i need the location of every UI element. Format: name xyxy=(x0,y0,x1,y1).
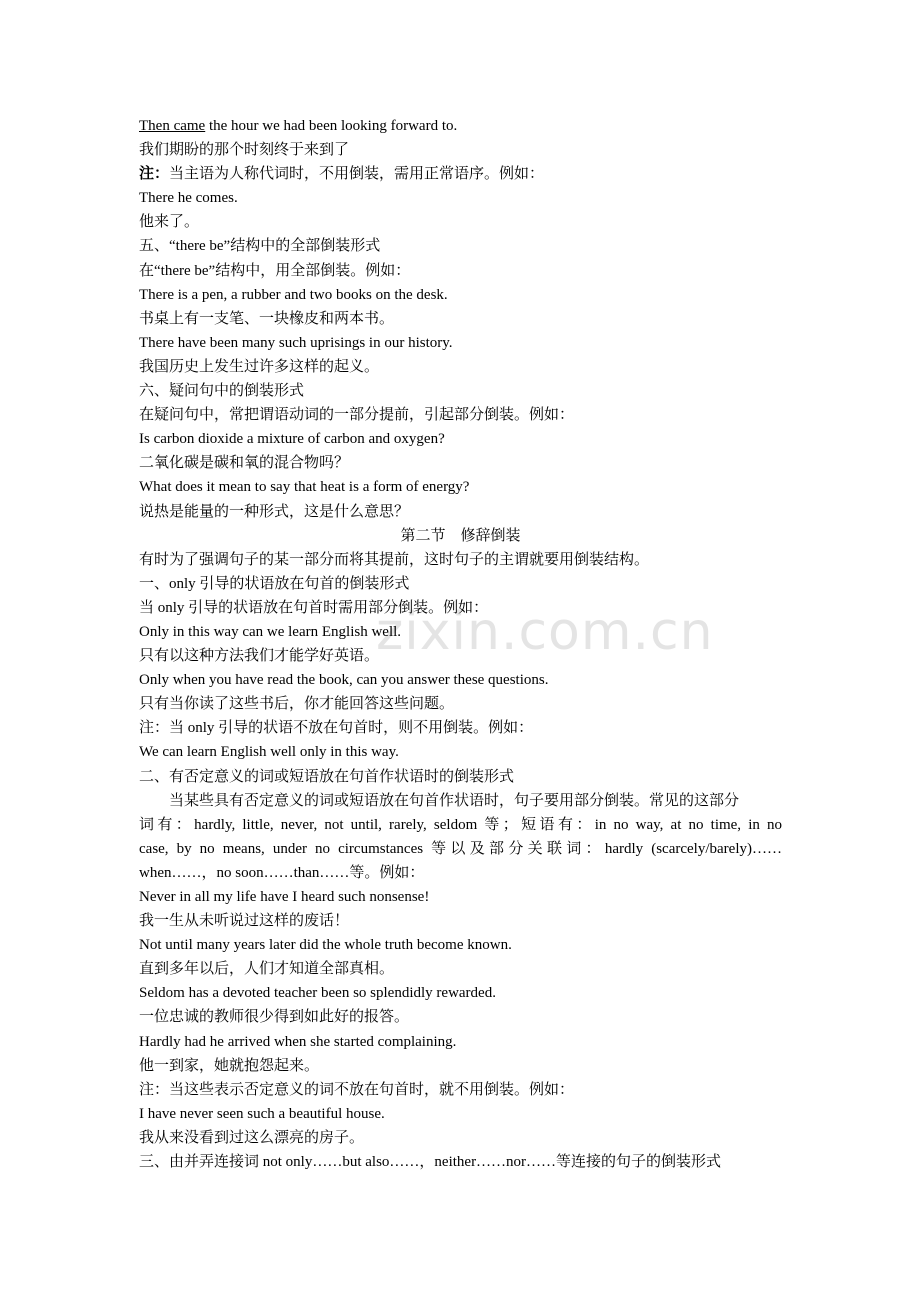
section-heading: 二、有否定意义的词或短语放在句首作状语时的倒装形式 xyxy=(139,768,515,785)
note xyxy=(139,162,782,186)
explanation: 有时为了强调句子的某一部分而将其提前，这时句子的主谓就要用倒装结构。 xyxy=(139,551,650,568)
note: 注：当这些表示否定意义的词不放在句首时，就不用倒装。例如： xyxy=(139,1081,575,1098)
translation: 我们期盼的那个时刻终于来到了 xyxy=(139,142,350,159)
note-text: 当主语为人称代词时，不用倒装，需用正常语序。例如： xyxy=(169,166,545,183)
translation: 他来了。 xyxy=(139,214,200,231)
paragraph-line: 词有：hardly, little, never, not until, rarely, seldom 等；短语有：in no way, at no time, in no xyxy=(139,816,782,833)
translation: 说热是能量的一种形式，这是什么意思？ xyxy=(139,503,410,520)
translation: 只有以这种方法我们才能学好英语。 xyxy=(139,648,380,665)
translation: 书桌上有一支笔、一块橡皮和两本书。 xyxy=(139,310,395,327)
sentence-rest: the hour we had been looking forward to. xyxy=(205,118,458,134)
explanation: 在疑问句中，常把谓语动词的一部分提前，引起部分倒装。例如： xyxy=(139,407,575,424)
example-sentence: There have been many such uprisings in our history. xyxy=(139,334,453,351)
section-heading: 六、疑问句中的倒装形式 xyxy=(139,383,305,400)
section-heading: 五、“there be”结构中的全部倒装形式 xyxy=(139,238,381,255)
explanation: 在“there be”结构中，用全部倒装。例如： xyxy=(139,262,411,279)
underlined-phrase: Then came xyxy=(139,118,206,134)
note: 注：当 only 引导的状语不放在句首时，则不用倒装。例如： xyxy=(139,720,534,737)
translation: 我一生从未听说过这样的废话！ xyxy=(139,913,350,930)
example-sentence: Only in this way can we learn English well. xyxy=(139,623,402,640)
example-sentence: Only when you have read the book, can you answer these questions. xyxy=(139,672,549,689)
example-sentence: Hardly had he arrived when she started complaining. xyxy=(139,1033,457,1050)
example-sentence xyxy=(139,114,782,138)
example-sentence: There is a pen, a rubber and two books on the desk. xyxy=(139,286,448,303)
translation: 只有当你读了这些书后，你才能回答这些问题。 xyxy=(139,696,455,713)
document-body xyxy=(139,114,782,1174)
note-label: 注： xyxy=(139,166,170,183)
example-sentence: I have never seen such a beautiful house. xyxy=(139,1105,385,1122)
section-heading: 三、由并弄连接词 not only……but also……，neither……nor……等连接的句子的倒装形式 xyxy=(139,1154,722,1171)
example-sentence: Not until many years later did the whole truth become known. xyxy=(139,937,512,954)
translation: 我从来没看到过这么漂亮的房子。 xyxy=(139,1129,365,1146)
translation: 他一到家，她就抱怨起来。 xyxy=(139,1057,320,1074)
translation: 二氧化碳是碳和氧的混合物吗？ xyxy=(139,455,350,472)
chapter-heading: 第二节 修辞倒装 xyxy=(400,527,521,544)
example-sentence: We can learn English well only in this way. xyxy=(139,744,399,761)
watermark: zixin.com.cn xyxy=(376,602,714,662)
translation: 我国历史上发生过许多这样的起义。 xyxy=(139,358,380,375)
example-sentence: What does it mean to say that heat is a form of energy? xyxy=(139,479,470,496)
section-heading: 一、only 引导的状语放在句首的倒装形式 xyxy=(139,575,410,592)
paragraph-line: when……，no soon……than……等。例如： xyxy=(139,864,425,881)
explanation: 当 only 引导的状语放在句首时需用部分倒装。例如： xyxy=(139,599,489,616)
paragraph-line: case, by no means, under no circumstances 等以及部分关联词：hardly (scarcely/barely)…… xyxy=(139,840,782,857)
example-sentence: Is carbon dioxide a mixture of carbon and oxygen? xyxy=(139,431,445,448)
example-sentence: Never in all my life have I heard such nonsense! xyxy=(139,889,430,905)
paragraph-line: 当某些具有否定意义的词或短语放在句首作状语时，句子要用部分倒装。常见的这部分 xyxy=(169,792,740,809)
translation: 一位忠诚的教师很少得到如此好的报答。 xyxy=(139,1009,410,1026)
example-sentence: Seldom has a devoted teacher been so splendidly rewarded. xyxy=(139,985,496,1002)
translation: 直到多年以后，人们才知道全部真相。 xyxy=(139,961,395,978)
example-sentence: There he comes. xyxy=(139,190,238,207)
